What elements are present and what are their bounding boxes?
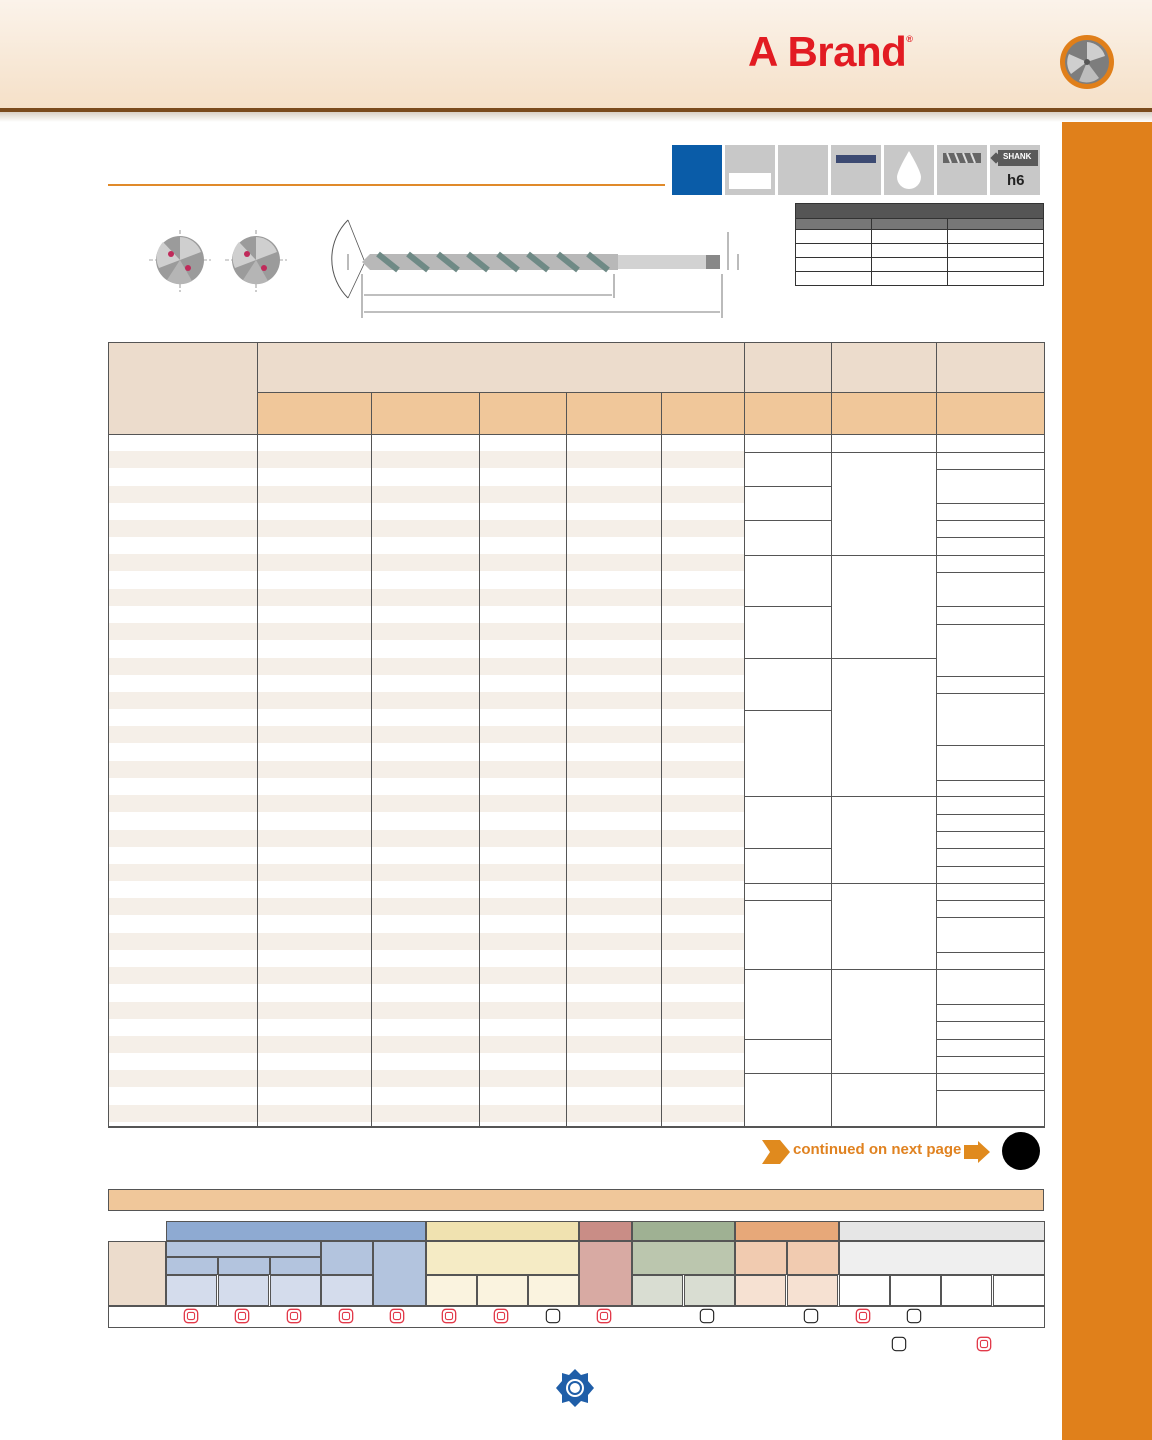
grid-line (936, 520, 1045, 521)
material-cell (166, 1241, 321, 1257)
table-row-stripe (108, 692, 744, 709)
recommended-symbol-icon (493, 1308, 509, 1324)
grid-line (936, 1056, 1045, 1057)
grid-line (744, 520, 831, 521)
table-row-stripe (108, 623, 744, 640)
table-row-stripe (108, 933, 744, 950)
grid-line (566, 392, 567, 1126)
grid-line (936, 780, 1045, 781)
page-header (0, 0, 1152, 108)
material-cell (270, 1257, 321, 1275)
suitable-symbol-icon (545, 1308, 561, 1324)
grid-line (744, 1039, 831, 1040)
grid-line (744, 342, 745, 1126)
grid-line (831, 658, 936, 659)
grid-line (936, 624, 1045, 625)
recommended-symbol-icon (338, 1308, 354, 1324)
material-header-bar (108, 1189, 1044, 1211)
grid-line (744, 452, 831, 453)
table-row-stripe (108, 1105, 744, 1122)
grid-line (936, 342, 937, 1126)
grid-line (744, 658, 831, 659)
grid-line (936, 469, 1045, 470)
table-row-stripe (108, 554, 744, 571)
grid-line (744, 555, 831, 556)
gray-block-icon (725, 145, 775, 195)
material-cell (579, 1241, 632, 1306)
arrow-right-icon (762, 1140, 792, 1164)
material-cell (166, 1221, 426, 1241)
drill-tip-icon (1060, 35, 1114, 89)
material-cell (632, 1241, 735, 1275)
material-cell (632, 1275, 683, 1306)
grid-line (936, 883, 1045, 884)
grid-line (936, 693, 1045, 694)
suitable-legend-icon (891, 1336, 907, 1352)
table-row-stripe (108, 795, 744, 812)
coolant-drop-icon (884, 145, 934, 195)
table-row-stripe (108, 726, 744, 743)
continued-note: continued on next page (793, 1141, 962, 1158)
material-cell (426, 1221, 579, 1241)
grid-line (744, 710, 831, 711)
grid-line (936, 676, 1045, 677)
recommended-symbol-icon (596, 1308, 612, 1324)
grid-line (936, 452, 1045, 453)
grid-line (936, 572, 1045, 573)
brand-title (748, 28, 912, 76)
recommended-symbol-icon (234, 1308, 250, 1324)
grid-line (936, 1021, 1045, 1022)
material-cell (787, 1275, 838, 1306)
flat-bar-icon (831, 145, 881, 195)
grid-line (257, 342, 258, 1126)
material-cell (941, 1275, 992, 1306)
company-logo (555, 1368, 595, 1408)
material-cell (735, 1221, 839, 1241)
grid-line (744, 900, 831, 901)
material-cell (890, 1275, 941, 1306)
recommended-symbol-icon (183, 1308, 199, 1324)
shank-tolerance: h6 (1007, 172, 1025, 189)
grid-line (831, 1073, 936, 1074)
grid-line (936, 1073, 1045, 1074)
material-cell (735, 1275, 786, 1306)
section-sidebar (1062, 122, 1152, 1440)
title-rule (108, 184, 665, 186)
grid-line (831, 342, 832, 1126)
table-row-stripe (108, 658, 744, 675)
grid-line (744, 848, 831, 849)
arrow-right-icon-2 (964, 1141, 992, 1163)
material-cell (218, 1257, 270, 1275)
grid-line (936, 1004, 1045, 1005)
grid-line (936, 1039, 1045, 1040)
grid-line (744, 1073, 831, 1074)
grid-line (1044, 342, 1045, 1126)
table-row-stripe (108, 1002, 744, 1019)
page-marker (1002, 1132, 1040, 1170)
drill-end-views (145, 228, 295, 296)
grid-line (744, 969, 831, 970)
grid-line (108, 1126, 1045, 1128)
grid-line (831, 883, 936, 884)
grid-line (936, 866, 1045, 867)
shank-icon (990, 145, 1040, 195)
material-cell (477, 1275, 528, 1306)
grid-line (936, 917, 1045, 918)
grid-line (936, 848, 1045, 849)
recommended-symbol-icon (855, 1308, 871, 1324)
spiral-flute-icon (937, 145, 987, 195)
blue-square-icon (672, 145, 722, 195)
grid-line (744, 606, 831, 607)
material-cell (839, 1221, 1045, 1241)
grid-line (108, 434, 1045, 435)
table-row-stripe (108, 830, 744, 847)
material-cell (839, 1275, 890, 1306)
material-cell (108, 1241, 166, 1306)
grid-line (831, 796, 936, 797)
material-cell (579, 1221, 632, 1241)
grid-line (936, 900, 1045, 901)
material-cell (839, 1241, 1045, 1275)
grid-line (744, 796, 831, 797)
grid-line (936, 1090, 1045, 1091)
table-row-stripe (108, 1070, 744, 1087)
material-cell (684, 1275, 735, 1306)
table-row-stripe (108, 967, 744, 984)
grid-line (371, 392, 372, 1126)
material-cell (270, 1275, 321, 1306)
grid-line (479, 392, 480, 1126)
gray-block-icon-2 (778, 145, 828, 195)
table-row-stripe (108, 1036, 744, 1053)
material-cell (735, 1241, 787, 1275)
recommended-symbol-icon (286, 1308, 302, 1324)
table-row-stripe (108, 898, 744, 915)
table-row-stripe (108, 451, 744, 468)
grid-line (108, 342, 109, 1126)
suitable-symbol-icon (906, 1308, 922, 1324)
registered-mark: ® (906, 34, 913, 44)
material-cell (166, 1257, 218, 1275)
material-cell (166, 1275, 217, 1306)
grid-line (936, 814, 1045, 815)
material-cell (632, 1221, 735, 1241)
material-cell (426, 1241, 579, 1275)
grid-line (936, 831, 1045, 832)
material-cell (528, 1275, 579, 1306)
grid-line (936, 537, 1045, 538)
shank-label: SHANK (1003, 152, 1032, 161)
material-cell (373, 1241, 426, 1306)
grid-line (936, 969, 1045, 970)
table-row-stripe (108, 520, 744, 537)
grid-line (661, 392, 662, 1126)
suitable-symbol-icon (699, 1308, 715, 1324)
table-row-stripe (108, 486, 744, 503)
grid-line (744, 486, 831, 487)
grid-line (936, 952, 1045, 953)
grid-line (936, 606, 1045, 607)
grid-line (936, 555, 1045, 556)
material-cell (426, 1275, 477, 1306)
brand-name: A Brand (748, 28, 907, 75)
recommended-symbol-icon (441, 1308, 457, 1324)
recommended-symbol-icon (389, 1308, 405, 1324)
grid-line (831, 969, 936, 970)
material-cell (787, 1241, 839, 1275)
grid-line (108, 342, 1045, 343)
table-row-stripe (108, 864, 744, 881)
header-shadow (0, 112, 1152, 122)
suitable-symbol-icon (803, 1308, 819, 1324)
material-cell (321, 1275, 373, 1306)
recommended-legend-icon (976, 1336, 992, 1352)
table-row-stripe (108, 589, 744, 606)
grid-line (831, 452, 936, 453)
spec-mini-table (795, 203, 1044, 286)
grid-line (936, 796, 1045, 797)
grid-line (936, 745, 1045, 746)
table-row-stripe (108, 761, 744, 778)
material-cell (993, 1275, 1045, 1306)
material-cell (321, 1241, 373, 1275)
grid-line (258, 392, 1045, 393)
drill-side-view (318, 214, 748, 320)
material-cell (218, 1275, 269, 1306)
grid-line (831, 555, 936, 556)
grid-line (936, 503, 1045, 504)
grid-line (744, 883, 831, 884)
